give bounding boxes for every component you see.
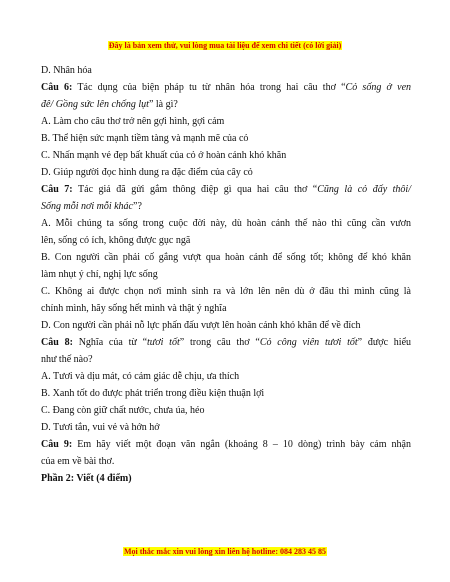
- q7-option-c-line2: chính mình, hãy sống hết mình và thật ý nghĩa: [41, 303, 227, 314]
- preview-notice-banner: [0, 41, 450, 50]
- q8-label: Câu 8:: [41, 337, 73, 348]
- q7-option-a-line1: A. Mỗi chúng ta sống trong cuộc đời này, dù hoàn cảnh thế nào thì cũng cần vươn: [41, 218, 411, 229]
- q7-option-a-line2: lên, sống có ích, không được gục ngã: [41, 235, 191, 246]
- q7-option-c-line1: C. Không ai được chọn nơi mình sinh ra và lớn lên nên dù ở đâu thì mình cũng là: [41, 286, 411, 297]
- q6-stem-line2: đê/ Gồng sức lên chống lụt” là gì?: [41, 99, 178, 110]
- q8-option-a: A. Tươi và dịu mát, có cảm giác dễ chịu, ưa thích: [41, 371, 240, 382]
- hotline-banner: [0, 547, 450, 556]
- q7-option-b-line2: làm nhụt ý chí, nghị lực sống: [41, 269, 158, 280]
- q7-quote: Cũng là cỏ đấy thôi/: [317, 184, 411, 195]
- q7-stem-line2: Sống mỗi nơi mỗi khác”?: [41, 201, 142, 212]
- q8-word: tươi tốt: [147, 337, 180, 348]
- q8-stem-line2: như thế nào?: [41, 354, 93, 365]
- q6-option-c: C. Nhấn mạnh vẻ đẹp bất khuất của cỏ ở hoàn cảnh khó khăn: [41, 150, 287, 161]
- q9-stem-line1: Câu 9: Em hãy viết một đoạn văn ngắn (khoảng 8 – 10 dòng) trình bày cảm nhận: [41, 439, 411, 450]
- q6-option-d: D. Giúp người đọc hình dung ra đặc điểm của cây cỏ: [41, 167, 253, 178]
- document-body: [41, 62, 411, 487]
- q9-stem-line2: của em về bài thơ.: [41, 456, 115, 467]
- q7-option-d: D. Con người cần phải nỗ lực phấn đấu vượt lên hoàn cảnh khó khăn để về đích: [41, 320, 361, 331]
- q8-option-d: D. Tươi tắn, vui vẻ và hớn hở: [41, 422, 160, 433]
- q6-label: Câu 6:: [41, 82, 73, 93]
- q8-option-b: B. Xanh tốt do được phát triển trong điều kiện thuận lợi: [41, 388, 265, 399]
- q9-label: Câu 9:: [41, 439, 73, 450]
- q7-option-b-line1: B. Con người cần phải cố gắng vượt qua hoàn cảnh để sống tốt; không để khó khăn: [41, 252, 411, 263]
- q7-stem-line1: Câu 7: Tác giả đã gửi gắm thông điệp gì qua hai câu thơ “Cũng là cỏ đấy thôi/: [41, 184, 411, 195]
- q6-option-a: A. Làm cho câu thơ trở nên gợi hình, gợi cảm: [41, 116, 225, 127]
- q5-option-d: D. Nhân hóa: [41, 65, 92, 76]
- q8-option-c: C. Đang còn giữ chất nước, chưa úa, héo: [41, 405, 205, 416]
- q6-option-b: B. Thể hiện sức mạnh tiềm tàng và mạnh mẽ của cỏ: [41, 133, 249, 144]
- preview-notice-text: Đây là bản xem thử, vui lòng mua tài liệu để xem chi tiết (có lời giải): [108, 41, 342, 50]
- q6-quote: Cỏ sống ở ven: [345, 82, 412, 93]
- hotline-text: Mọi thắc mắc xin vui lòng xin liên hệ hotline: 084 283 45 85: [123, 547, 326, 556]
- q7-label: Câu 7:: [41, 184, 73, 195]
- q8-quote: Cỏ công viên tươi tốt: [259, 337, 358, 348]
- q6-stem-line1: Câu 6: Tác dụng của biện pháp tu từ nhân hóa trong hai câu thơ “Cỏ sống ở ven: [41, 82, 412, 93]
- part2-heading: Phần 2: Viết (4 điểm): [41, 473, 132, 484]
- q8-stem-line1: Câu 8: Nghĩa của từ “tươi tốt” trong câu thơ “Cỏ công viên tươi tốt” được hiểu: [41, 337, 412, 348]
